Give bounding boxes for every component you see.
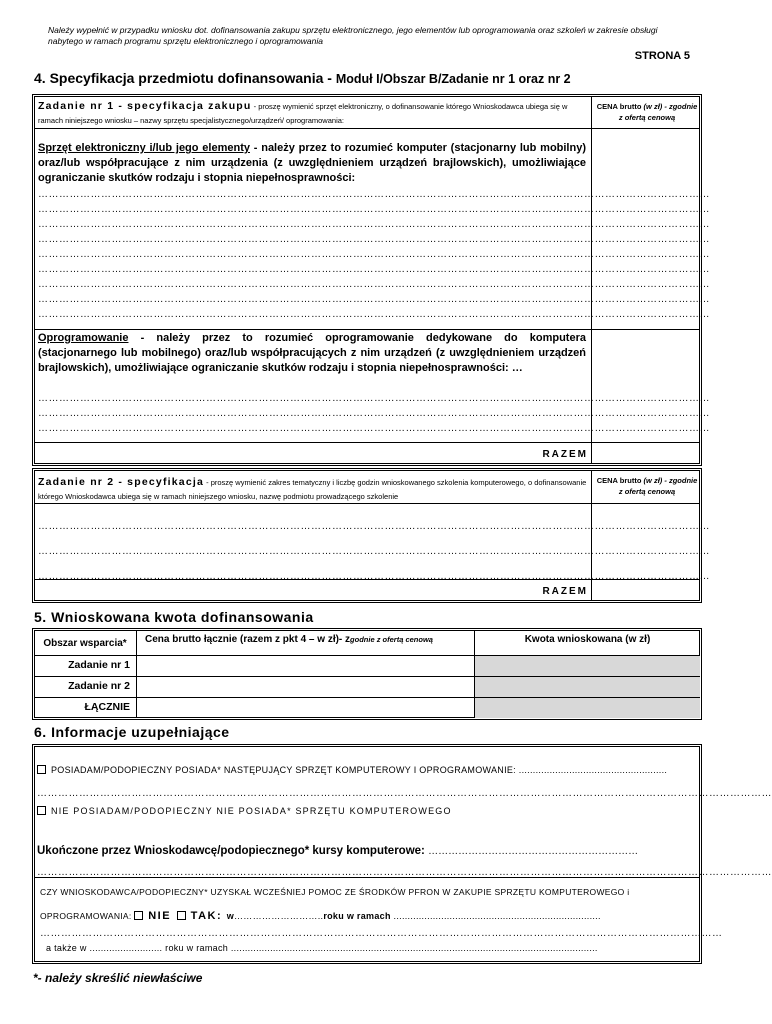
amount-row-task2: Zadanie nr 2 (68, 680, 130, 692)
courses-input-line[interactable]: ………………………………………………………………………………………………………………………………………………………………………………………… (37, 867, 772, 878)
requested-total-input[interactable] (475, 698, 700, 718)
hardware-input-lines[interactable]: ………………………………………………………………………………………………………………………………………………………………………… ………………………………………………………………………………………………………………………………………………………………………… ………………………………………………………………………………………………………………………………………………………………………… ………………………………………………………………………………………………………………………………………………………………………… ………………………………………………………………………………………………………………………………………………………………………… ………………………………………………………………………………………………………………………………………………………………………… ………………………………………………………………………………………………………………………………………………………………………… ………………………………………………………………………………………………………………………………………………………………………… ………………………………………………………………………………………………………………………………………………………………………… (38, 189, 710, 320)
not-owns-checkbox[interactable] (37, 806, 46, 815)
pfron-question: CZY WNIOSKODAWCA/PODOPIECZNY* UZYSKAŁ WCZEŚNIEJ POMOC ZE ŚRODKÓW PFRON W ZAKUPIE SPRZĘTU KOMPUTEROWEGO i (40, 887, 630, 897)
amount-col-requested: Kwota wnioskowana (w zł) (524, 634, 651, 645)
amount-col-gross: Cena brutto łącznie (razem z pkt 4 – w zł)- zgodnie z ofertą cenową (145, 634, 433, 645)
section6-title: 6. Informacje uzupełniające (34, 724, 230, 740)
owns-input-line[interactable]: ………………………………………………………………………………………………………………………………………………………………………………………… (37, 788, 772, 799)
section5-title: 5. Wnioskowana kwota dofinansowania (34, 609, 314, 625)
task2-total-label: RAZEM (542, 586, 588, 597)
page-number: STRONA 5 (634, 50, 690, 62)
task1-header: Zadanie nr 1 - specyfikacja zakupu - proszę wymienić sprzęt elektroniczny, o dofinansowanie którego Wnioskodawca ubiega się w ramach niniejszego wniosku – nazwy sprzętu specjalistycznego/urządzeń/ oprogramowania: (38, 100, 568, 125)
gross-task2-input[interactable] (137, 677, 474, 697)
task2-input-lines[interactable]: ………………………………………………………………………………………………………………………………………………………………………… ………………………………………………………………………………………………………………………………………………………………………… ………………………………………………………………………………………………………………………………………………………………………… (38, 521, 710, 582)
software-description: Oprogramowanie - należy przez to rozumieć oprogramowanie dedykowane do komputera (stacjonarnego lub mobilnego) oraz/lub współpracujących z nim urządzeń (z uwzględnieniem urządzeń brajlowskich), umożliwiające ograniczanie skutków rodzaju i stopnia niepełnosprawności: … (38, 332, 586, 374)
amount-col-area: Obszar wsparcia* (43, 638, 127, 649)
pfron-yes-checkbox[interactable] (177, 911, 186, 920)
requested-task2-input[interactable] (475, 677, 700, 697)
hardware-description: Sprzęt elektroniczny i/lub jego elementy - należy przez to rozumieć komputer (stacjonarny lub mobilny) oraz/lub współpracujące z nim urządzenia (z uwzględnieniem urządzeń brajlowskich), umożliwiające ograniczanie skutków rodzaju i stopnia niepełnosprawności: (38, 142, 586, 184)
requested-task1-input[interactable] (475, 656, 700, 676)
software-input-lines[interactable]: ………………………………………………………………………………………………………………………………………………………………………… ………………………………………………………………………………………………………………………………………………………………………… ………………………………………………………………………………………………………………………………………………………………………… (38, 393, 710, 434)
header-note: Należy wypełnić w przypadku wniosku dot. dofinansowania zakupu sprzętu elektronicznego, jego elementów lub oprogramowania oraz szkoleń w zakresie obsługi nabytego w ramach programu sprzętu elektronicznego i oprogramowania (48, 25, 658, 46)
task1-price-header: CENA brutto (w zł) - zgodnie z ofertą cenową (596, 102, 698, 122)
pfron-also-row: a także w .......................... roku w ramach ................................................................................................................................... (46, 943, 598, 953)
owns-checkbox[interactable] (37, 765, 46, 774)
pfron-no-checkbox[interactable] (134, 911, 143, 920)
gross-task1-input[interactable] (137, 656, 474, 676)
task1-total-label: RAZEM (542, 449, 588, 460)
amount-row-task1: Zadanie nr 1 (68, 659, 130, 671)
gross-total-input[interactable] (137, 698, 474, 718)
courses-row: Ukończone przez Wnioskodawcę/podopiecznego* kursy komputerowe: ……………………………………………………… (37, 845, 639, 857)
footnote: *- należy skreślić niewłaściwe (33, 971, 203, 985)
section4-title: 4. Specyfikacja przedmiotu dofinansowania - Moduł I/Obszar B/Zadanie nr 1 oraz nr 2 (34, 70, 571, 86)
pfron-answer-row: OPROGRAMOWANIA: NIE TAK: w………………………..roku w ramach .......................................................................... (40, 910, 601, 922)
pfron-input-line[interactable]: …………………………………………………………………………………………………………………………………………………………………………… (40, 928, 723, 939)
amount-row-total: ŁĄCZNIE (84, 701, 130, 713)
owns-equipment-row: POSIADAM/PODOPIECZNY POSIADA* NASTĘPUJĄCY SPRZĘT KOMPUTEROWY I OPROGRAMOWANIE: ..................................................... (37, 765, 697, 775)
not-owns-row: NIE POSIADAM/PODOPIECZNY NIE POSIADA* SPRZĘTU KOMPUTEROWEGO (37, 806, 697, 816)
task2-price-header: CENA brutto (w zł) - zgodnie z ofertą cenową (596, 476, 698, 496)
task2-header: Zadanie nr 2 - specyfikacja - proszę wymienić zakres tematyczny i liczbę godzin wnioskowanego szkolenia komputerowego, o dofinansowanie którego Wnioskodawca ubiega się w ramach niniejszego wniosku, nazwę podmiotu prowadzącego szkolenie (38, 476, 587, 501)
